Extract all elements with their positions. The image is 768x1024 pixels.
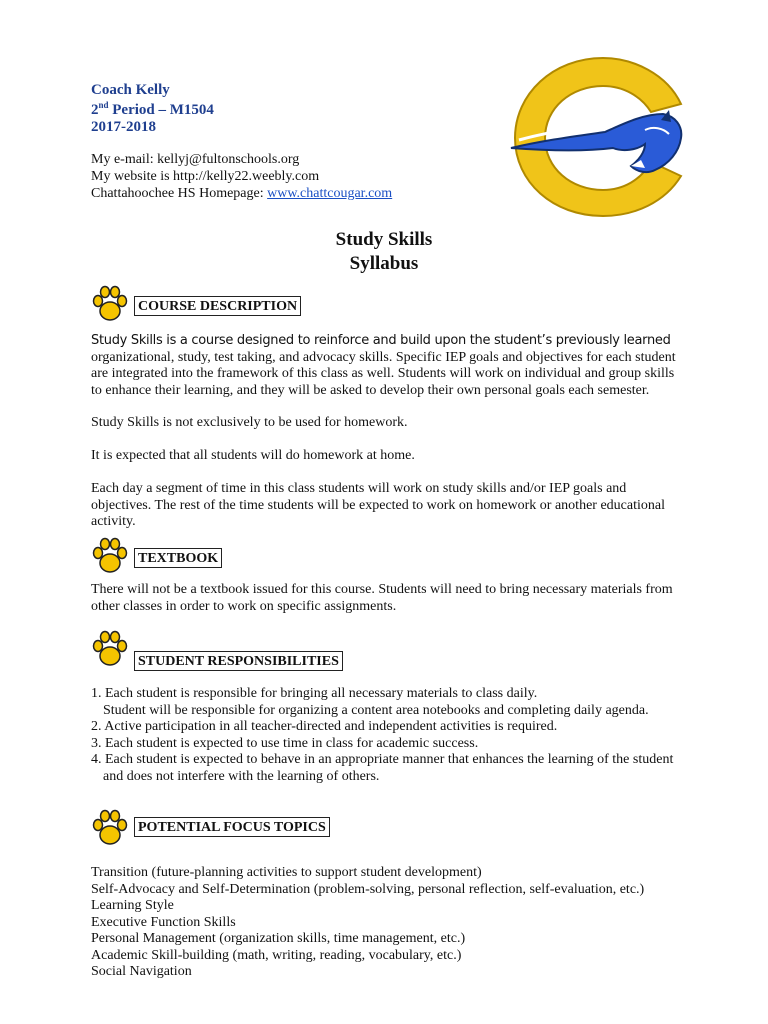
school-year: 2017-2018 [91, 119, 156, 135]
course-description-opening: Study Skills is a course designed to reinforce and build upon the student’s previously learned [91, 333, 671, 348]
homework-note: Study Skills is not exclusively to be used for homework. [91, 415, 408, 430]
list-item: Transition (future-planning activities to support student development) [91, 865, 482, 880]
list-item: Academic Skill-building (math, writing, reading, vocabulary, etc.) [91, 947, 462, 963]
homepage-link[interactable]: www.chattcougar.com [267, 186, 393, 201]
document-subtitle: Syllabus [349, 253, 419, 274]
paw-print-icon [92, 537, 128, 575]
period-rest: Period – M1504 [108, 102, 214, 118]
list-item: Executive Function Skills [91, 914, 236, 930]
textbook-paragraph: There will not be a textbook issued for this course. Students will need to bring necessary materials from other classes in order to work on specific assignments. [91, 582, 673, 614]
list-item: Learning Style [91, 898, 174, 913]
list-item: Personal Management (organization skills, time management, etc.) [91, 931, 466, 946]
list-item: 1. Each student is responsible for bringing all necessary materials to class daily. [91, 686, 538, 701]
list-item: Self-Advocacy and Self-Determination (problem-solving, personal reflection, self-evaluation, etc.) [91, 881, 645, 897]
daily-segment-paragraph: Each day a segment of time in this class students will work on study skills and/or IEP goals and objectives. The rest of the time students will be expected to work on homework or another educational activity. [91, 481, 665, 529]
responsibilities-list [91, 686, 691, 785]
course-description-rest: organizational, study, test taking, and advocacy skills. Specific IEP goals and objectives for each student are integrated into the framework of this class as well. Students will work on individual and group skills to enhance their learning, and they will be asked to develop their own personal goals each semester. [91, 349, 676, 398]
list-item: Social Navigation [91, 964, 192, 979]
course-description-paragraph [91, 333, 681, 399]
list-item: 2. Active participation in all teacher-directed and independent activities is required. [91, 719, 558, 734]
focus-topics-list [91, 865, 711, 981]
section-heading-course-description: COURSE DESCRIPTION [134, 296, 301, 316]
paw-print-icon [92, 630, 128, 668]
homepage-label: Chattahoochee HS Homepage: [91, 186, 268, 201]
website-line: My website is http://kelly22.weebly.com [91, 169, 320, 184]
homepage-line [91, 186, 392, 203]
list-item: Student will be responsible for organizing a content area notebooks and completing daily agenda. [103, 702, 649, 718]
paw-print-icon [92, 809, 128, 847]
list-item: and does not interfere with the learning of others. [103, 768, 380, 784]
list-item: 4. Each student is expected to behave in an appropriate manner that enhances the learning of the student [91, 752, 674, 767]
period-number: 2 [91, 102, 99, 118]
homework-expectation: It is expected that all students will do homework at home. [91, 448, 415, 463]
email-line: My e-mail: kellyj@fultonschools.org [91, 152, 300, 167]
period-superscript: nd [98, 100, 109, 110]
chattahoochee-cougar-logo [505, 52, 705, 222]
section-heading-textbook: TEXTBOOK [134, 548, 222, 568]
document-title: Study Skills [335, 229, 433, 250]
paw-print-icon [92, 285, 128, 323]
list-item: 3. Each student is expected to use time in class for academic success. [91, 735, 479, 751]
section-heading-student-responsibilities: STUDENT RESPONSIBILITIES [134, 651, 343, 671]
teacher-name: Coach Kelly [91, 82, 170, 98]
section-heading-focus-topics: POTENTIAL FOCUS TOPICS [134, 817, 330, 837]
class-period [91, 100, 214, 119]
